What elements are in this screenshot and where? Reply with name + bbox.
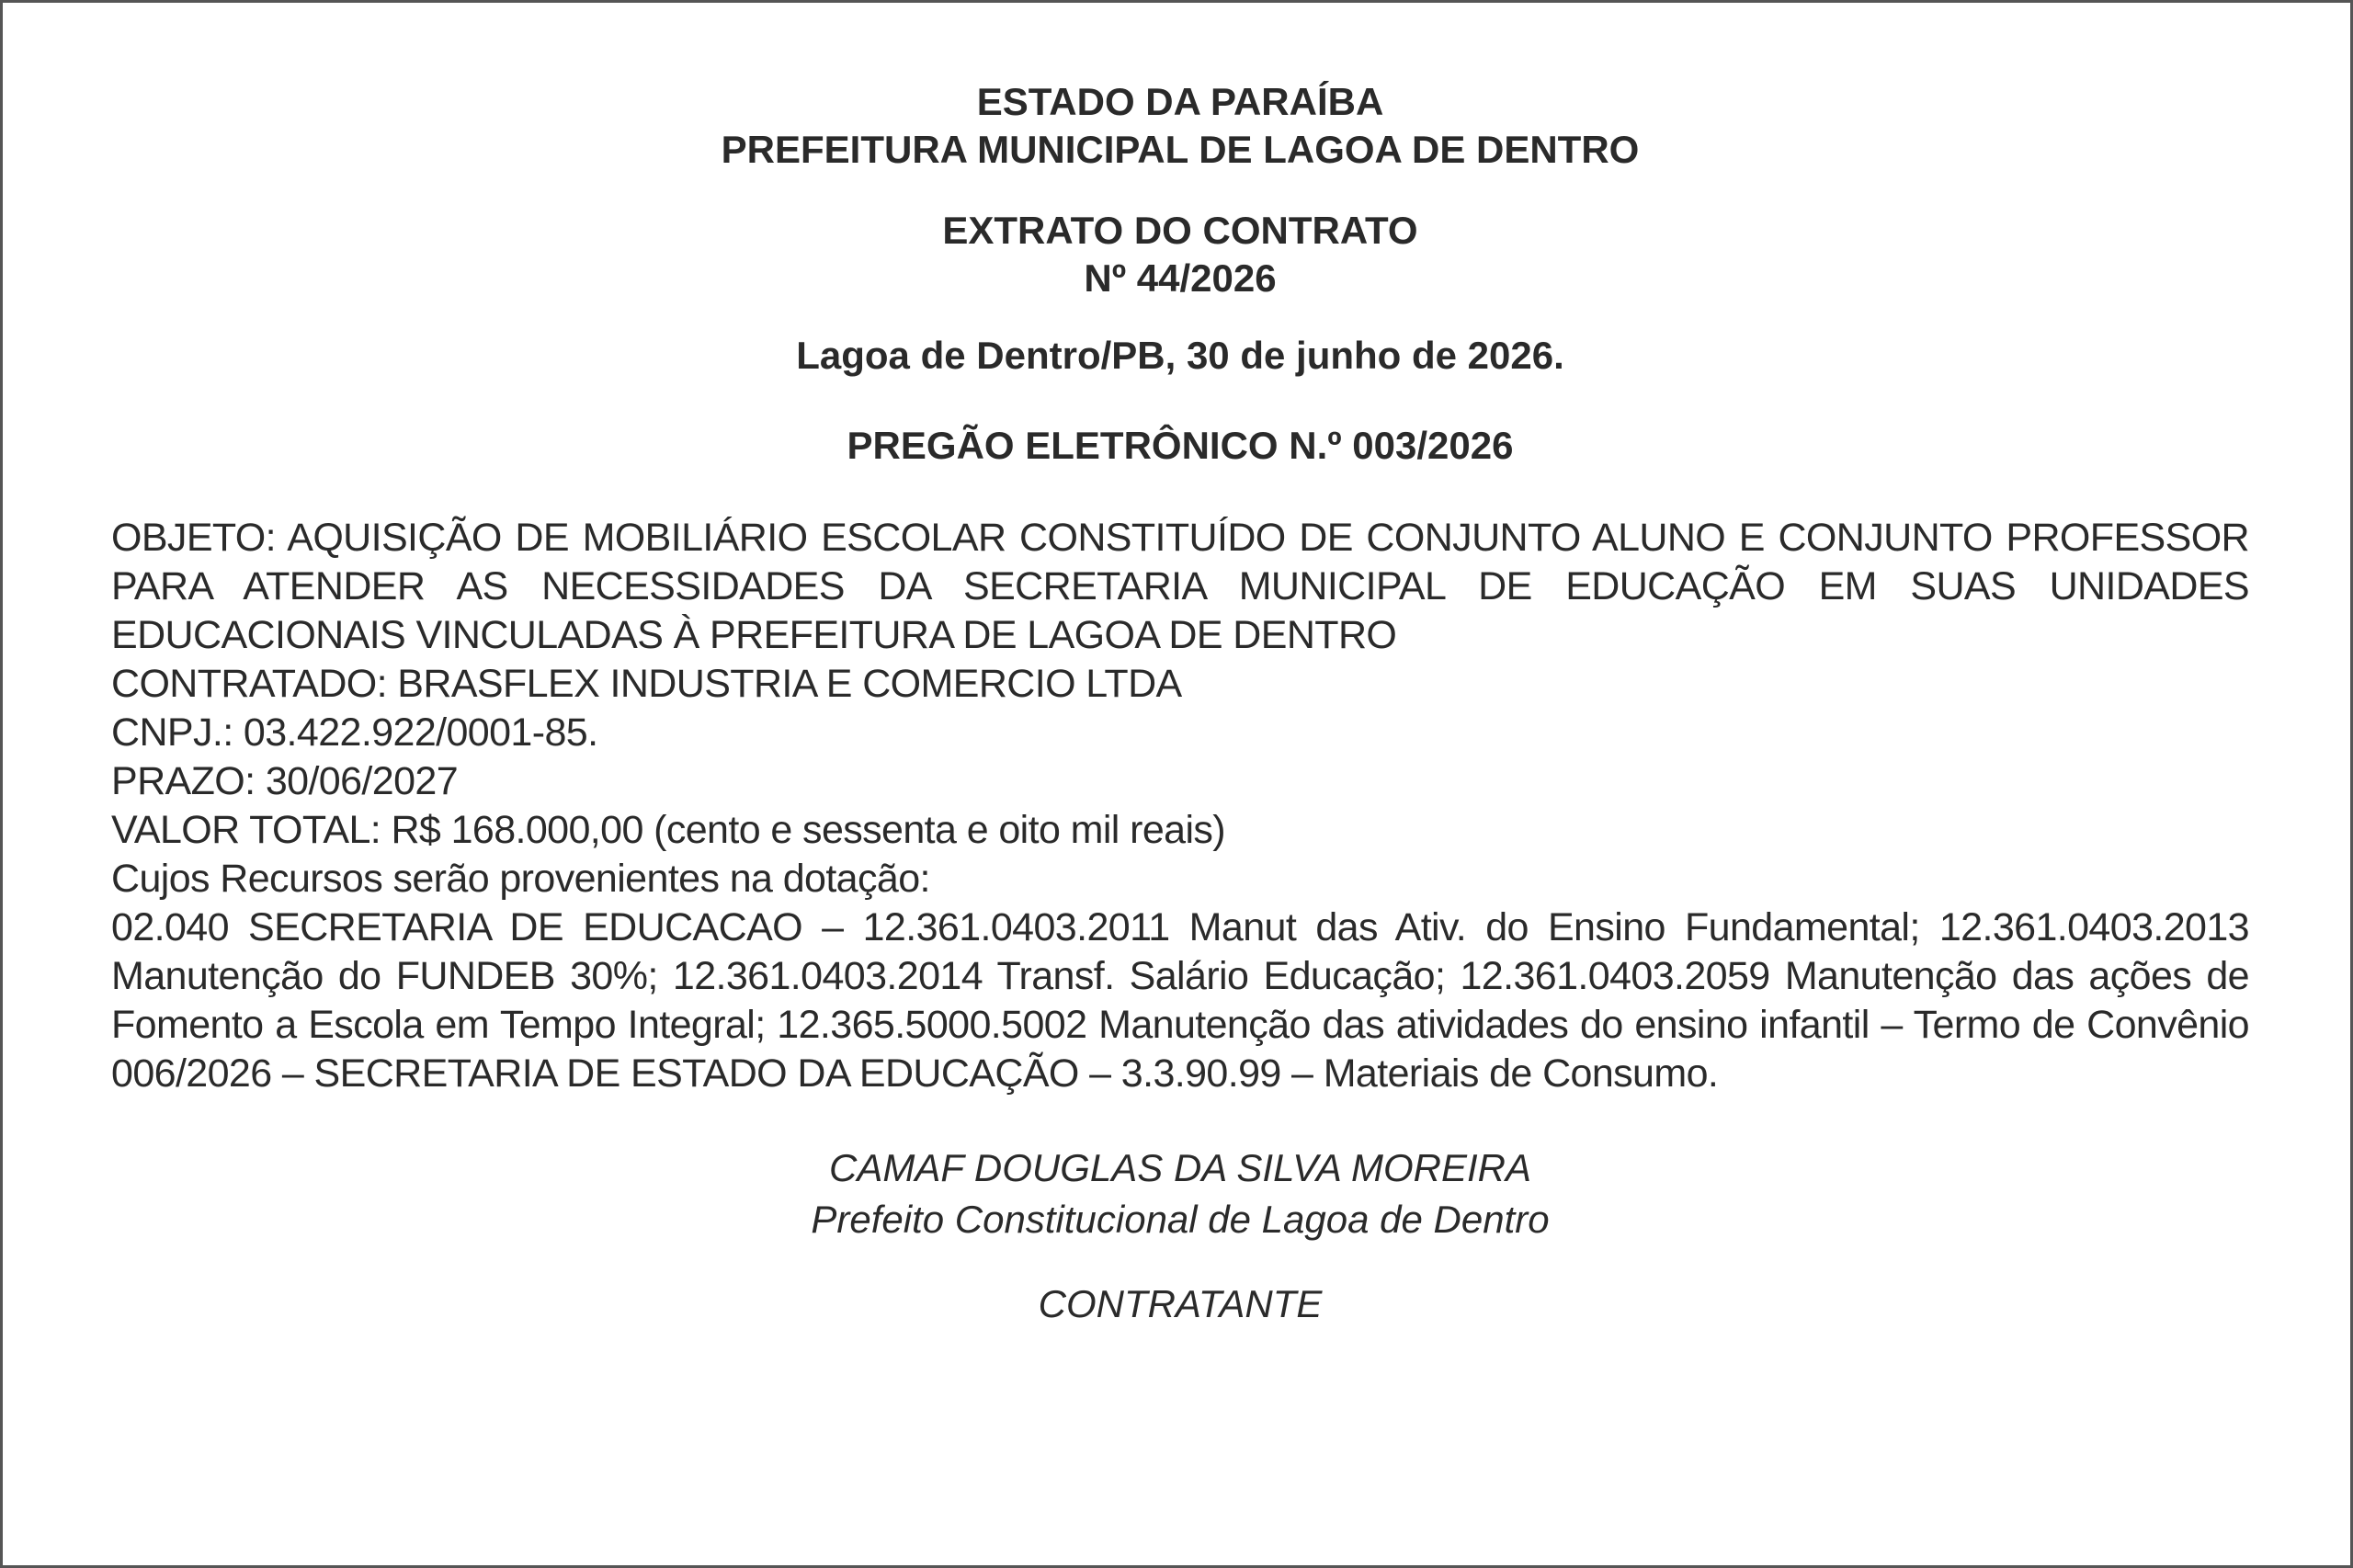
municipality-heading: PREFEITURA MUNICIPAL DE LAGOA DE DENTRO bbox=[721, 128, 1640, 171]
place-date: Lagoa de Dentro/PB, 30 de junho de 2026. bbox=[796, 334, 1564, 377]
contracting-party: CONTRATANTE bbox=[1038, 1282, 1323, 1325]
prazo-line: PRAZO: 30/06/2027 bbox=[111, 759, 459, 803]
dotacao-paragraph: 02.040 SECRETARIA DE EDUCACAO – 12.361.0403.2011 Manut das Ativ. do Ensino Fundamental; 12.361.0403.2013 Manutenção do FUNDEB 30%; 12.361.0403.2014 Transf. Salário Educação; 12.361.0403.2059 Manutenção das ações de Fomento a Escola em Tempo Integral; 12.365.5000.5002 Manutenção das atividades do ensino infantil – Termo de Convênio 006/2026 – SECRETARIA DE ESTADO DA EDUCAÇÃO – 3.3.90.99 – Materiais de Consumo. bbox=[111, 905, 2249, 1096]
state-heading: ESTADO DA PARAÍBA bbox=[976, 80, 1384, 123]
recursos-intro-line: Cujos Recursos serão provenientes na dotação: bbox=[111, 857, 930, 901]
document-content bbox=[111, 78, 2249, 1330]
cnpj-line: CNPJ.: 03.422.922/0001-85. bbox=[111, 710, 598, 755]
contract-number: Nº 44/2026 bbox=[1084, 256, 1277, 300]
signatory-role: Prefeito Constitucional de Lagoa de Dentro bbox=[811, 1198, 1550, 1241]
valor-total-line: VALOR TOTAL: R$ 168.000,00 (cento e sessenta e oito mil reais) bbox=[111, 808, 1226, 852]
signatory-name: CAMAF DOUGLAS DA SILVA MOREIRA bbox=[829, 1146, 1531, 1189]
document-title: EXTRATO DO CONTRATO bbox=[942, 209, 1418, 252]
procurement-number: PREGÃO ELETRÔNICO N.º 003/2026 bbox=[847, 424, 1514, 467]
objeto-paragraph: OBJETO: AQUISIÇÃO DE MOBILIÁRIO ESCOLAR CONSTITUÍDO DE CONJUNTO ALUNO E CONJUNTO PROFESSOR PARA ATENDER AS NECESSIDADES DA SECRETARIA MUNICIPAL DE EDUCAÇÃO EM SUAS UNIDADES EDUCACIONAIS VINCULADAS À PREFEITURA DE LAGOA DE DENTRO bbox=[111, 516, 2249, 657]
contratado-line: CONTRATADO: BRASFLEX INDUSTRIA E COMERCIO LTDA bbox=[111, 662, 1182, 706]
